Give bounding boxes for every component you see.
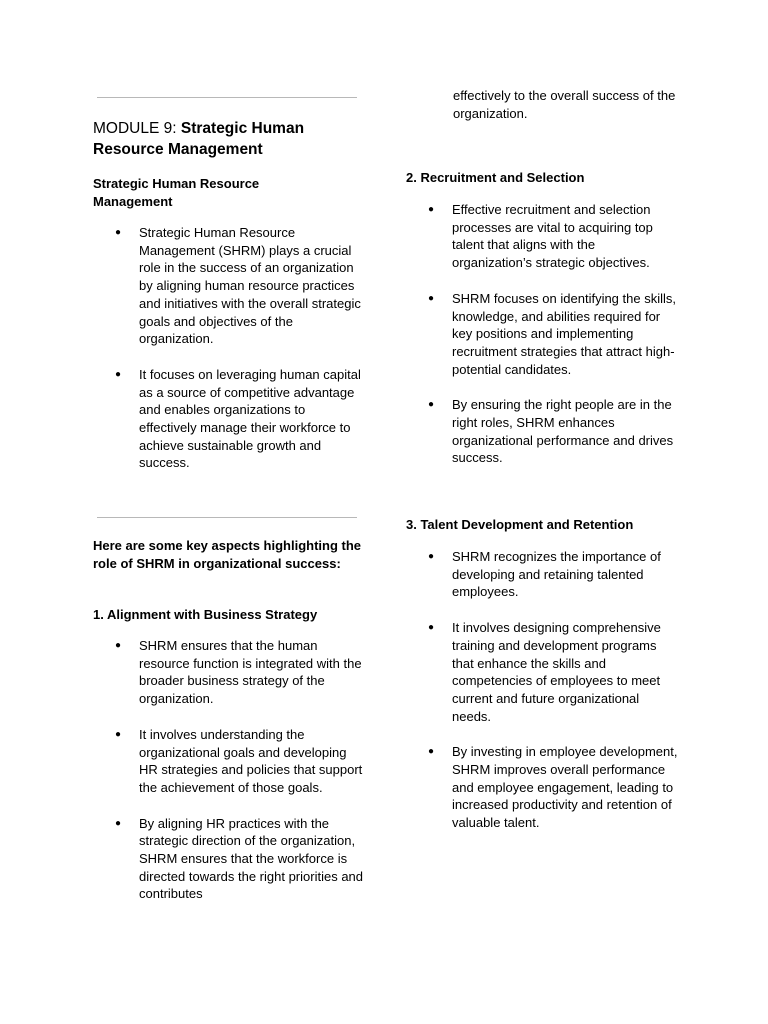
list-item: ● It involves understanding the organizational goals and developing HR strategies and policies that support the achievement of those goals.: [115, 726, 363, 795]
list-item: ● By investing in employee development, SHRM improves overall performance and employee engagement, leading to increased productivity and retention of valuable talent.: [428, 744, 678, 831]
list-item: ● SHRM ensures that the human resource function is integrated with the broader business strategy of the organization.: [115, 638, 362, 707]
section-divider: [97, 517, 357, 518]
section1-continuation: effectively to the overall success of the organization.: [453, 88, 676, 121]
intro-bullet-list: [93, 224, 365, 490]
bullet-icon: ●: [428, 204, 435, 215]
list-item: ● By ensuring the right people are in the right roles, SHRM enhances organizational performance and drives success.: [428, 397, 674, 466]
bullet-icon: ●: [115, 817, 122, 829]
bullet-icon: ●: [428, 292, 435, 304]
list-item: ● SHRM focuses on identifying the skills, knowledge, and abilities required for key positions and implementing recruitment strategies that attract high-potential candidates.: [428, 290, 676, 377]
section1-bullet-list: [93, 637, 365, 921]
module-number: MODULE 9:: [93, 120, 177, 137]
top-divider: [97, 97, 357, 98]
bullet-icon: ●: [428, 399, 435, 411]
list-item: ● It focuses on leveraging human capital as a source of competitive advantage and enables organizations to effectively manage their workforce to achieve sustainable growth and success.: [115, 366, 361, 471]
bullet-icon: ●: [115, 227, 122, 238]
section3-heading: 3. Talent Development and Retention: [406, 517, 634, 532]
module-name: Strategic Human Resource Management: [93, 120, 305, 158]
section1-heading: 1. Alignment with Business Strategy: [93, 607, 318, 622]
section3-bullet-list: [406, 548, 678, 850]
bullet-icon: ●: [428, 746, 435, 758]
bullet-icon: ●: [115, 728, 122, 740]
intro-heading: Strategic Human Resource Management: [93, 176, 260, 209]
list-item: ● Effective recruitment and selection processes are vital to acquiring top talent that aligns with the organization’s strategic objectives.: [428, 202, 653, 271]
bullet-icon: ●: [115, 368, 122, 380]
list-item: ● It involves designing comprehensive training and development programs that enhance the skills and competencies of employees to meet current and future organizational needs.: [428, 620, 661, 724]
bullet-icon: ●: [115, 640, 122, 651]
module-title: [93, 118, 353, 160]
bullet-icon: ●: [428, 622, 435, 634]
list-item: ● Strategic Human Resource Management (SHRM) plays a crucial role in the success of an organization by aligning human resource practices and initiatives with the overall strategic goals and objectives of the organization.: [115, 225, 361, 347]
list-item: ● SHRM recognizes the importance of developing and retaining talented employees.: [428, 549, 661, 600]
bullet-icon: ●: [428, 551, 435, 562]
list-item: ● By aligning HR practices with the strategic direction of the organization, SHRM ensures that the workforce is directed towards the right priorities and contributes: [115, 815, 364, 902]
section2-heading: 2. Recruitment and Selection: [406, 170, 585, 185]
aspects-heading: Here are some key aspects highlighting the role of SHRM in organizational success:: [93, 538, 362, 571]
section2-bullet-list: [406, 201, 678, 485]
